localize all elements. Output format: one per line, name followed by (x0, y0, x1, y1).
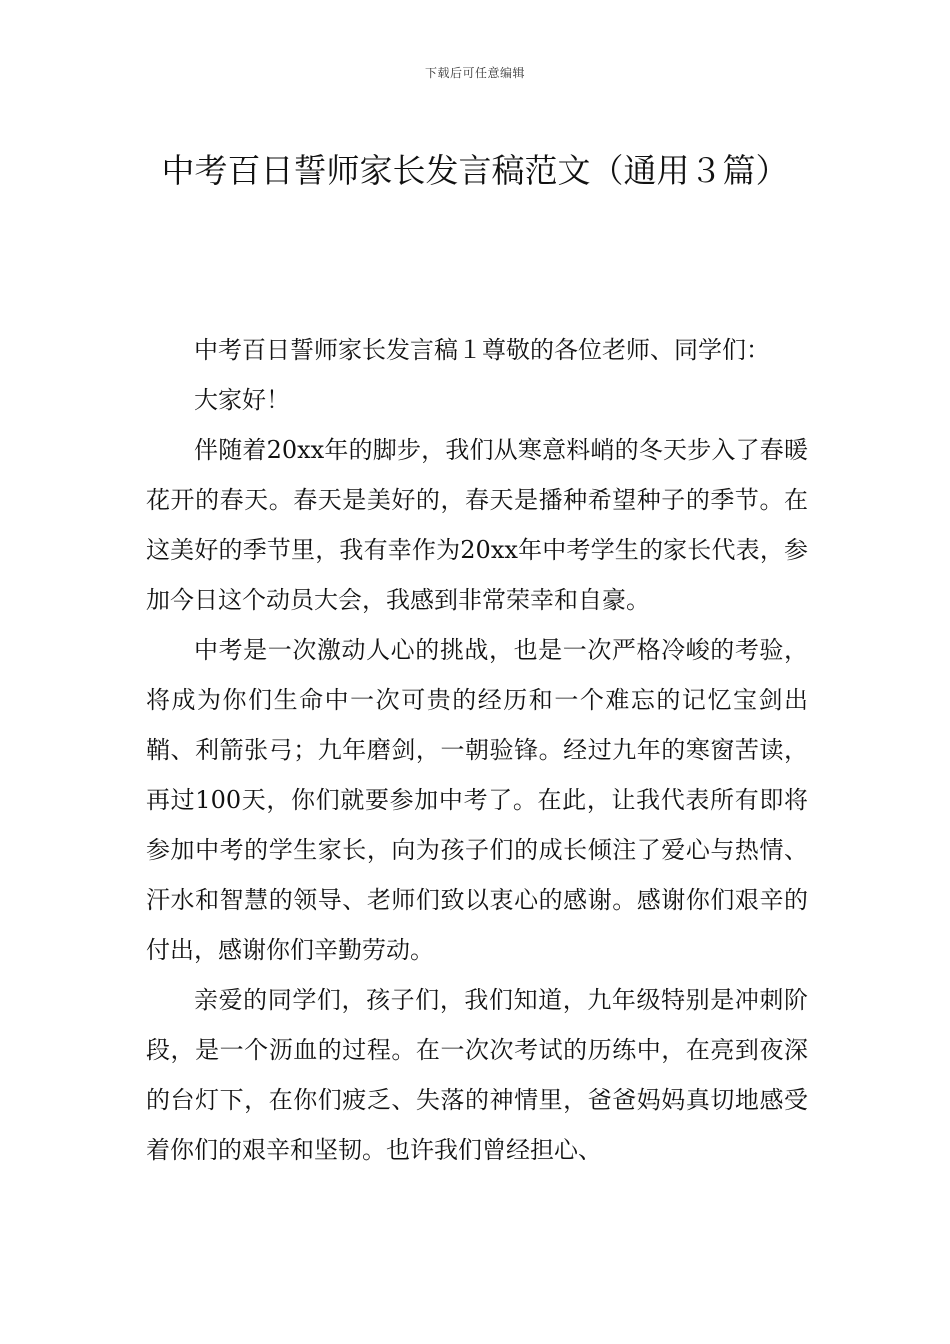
document-body (146, 325, 808, 1175)
paragraph-hello: 大家好！ (194, 386, 290, 414)
paragraph-exam-challenge: 中考是一次激动人心的挑战，也是一次严格冷峻的考验，将成为你们生命中一次可贵的经历和一个难忘的记忆宝剑出鞘、利箭张弓；九年磨剑，一朝验锋。经过九年的寒窗苦读，再过100天，你们就要参加中考了。在此，让我代表所有即将参加中考的学生家长，向为孩子们的成长倾注了爱心与热情、汗水和智慧的领导、老师们致以衷心的感谢。感谢你们艰辛的付出，感谢你们辛勤劳动。 (146, 636, 808, 964)
paragraph-dear-students: 亲爱的同学们，孩子们，我们知道，九年级特别是冲刺阶段，是一个沥血的过程。在一次次考试的历练中，在亮到夜深的台灯下，在你们疲乏、失落的神情里，爸爸妈妈真切地感受着你们的艰辛和坚韧。也许我们曾经担心、 (146, 986, 808, 1164)
document-title: 中考百日誓师家长发言稿范文（通用３篇） (161, 151, 789, 191)
paragraph-spring: 伴随着20xx年的脚步，我们从寒意料峭的冬天步入了春暖花开的春天。春天是美好的，春天是播种希望种子的季节。在这美好的季节里，我有幸作为20xx年中考学生的家长代表，参加今日这个动员大会，我感到非常荣幸和自豪。 (146, 436, 808, 614)
header-note: 下载后可任意编辑 (424, 66, 525, 80)
paragraph-greeting-line: 中考百日誓师家长发言稿１尊敬的各位老师、同学们： (194, 336, 770, 364)
